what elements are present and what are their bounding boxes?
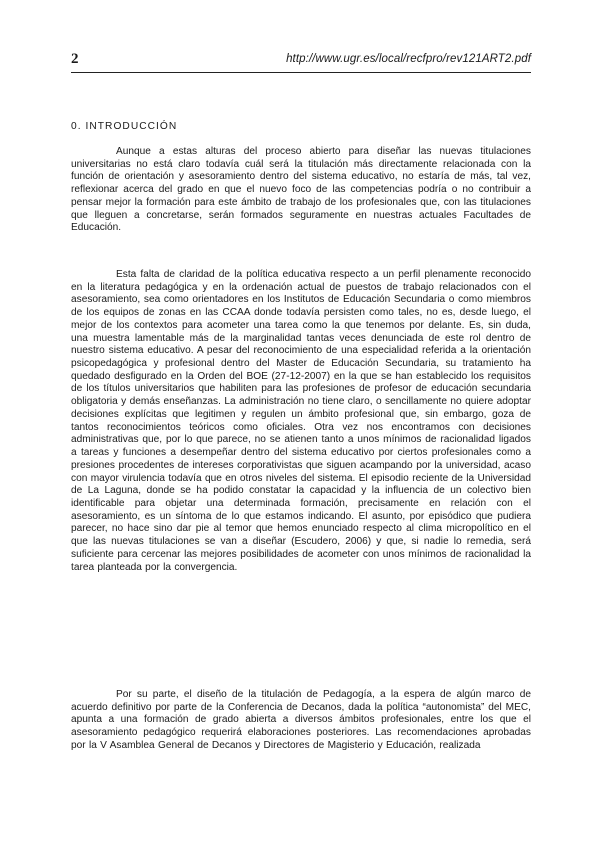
- paragraph-1: Aunque a estas alturas del proceso abierto para diseñar las nuevas titulaciones universitarias no está claro todavía cuál será la titulación más directamente relacionada con la función de orientación y asesoramiento dentro del sistema educativo, no estaría de más, tal vez, reflexionar acerca del grado en que el nuevo foco de las competencias podría o no contribuir a pensar mejor la formación para este ámbito de trabajo de los profesionales que, con las titulaciones que lleguen a concretarse, serán formados seguramente en nuestras actuales Facultades de Educación.: [71, 146, 531, 234]
- page-header: [71, 50, 531, 73]
- paragraph-3: Por su parte, el diseño de la titulación de Pedagogía, a la espera de algún marco de acuerdo definitivo por parte de la Conferencia de Decanos, dada la política “autonomista” del MEC, apunta a una formación de grado abierta a diversos ámbitos profesionales, entre los que el asesoramiento pedagógico requerirá elaboraciones posteriores. Las recomendaciones aprobadas por la V Asamblea General de Decanos y Directores de Magisterio y Educación, realizada: [71, 689, 531, 751]
- header-url: http://www.ugr.es/local/recfpro/rev121ART2.pdf: [286, 53, 531, 65]
- section-heading: 0. INTRODUCCIÓN: [71, 121, 178, 132]
- page-number: 2: [71, 51, 79, 67]
- paragraph-2: Esta falta de claridad de la política educativa respecto a un perfil plenamente reconocido en la literatura pedagógica y en la ordenación actual de puestos de trabajo relacionados con el asesoramiento, sea como orientadores en los Institutos de Educación Secundaria o como miembros de los equipos de zonas en las CCAA donde todavía persisten como tales, no es, desde luego, el mejor de los contextos para acometer una tarea como la que tenemos por delante. Es, sin duda, una muestra lamentable más de la marginalidad tantas veces denunciada de este rol dentro de nuestro sistema educativo. A pesar del reconocimiento de una especialidad referida a la orientación psicopedagógica y profesional dentro del Master de Educación Secundaria, su tratamiento ha quedado desfigurado en la Orden del BOE (27-12-2007) en la que se han establecido los requisitos de los títulos universitarios que habiliten para las profesiones de profesor de educación secundaria obligatoria y demás enseñanzas. La administración no tiene claro, o sencillamente no quiere adoptar decisiones explícitas que legitimen y regulen un ámbito profesional que, sin embargo, goza de tantos reconocimientos teóricos como oficiales. Otra vez nos encontramos con decisiones administrativas que, por lo que parece, no se atienen tanto a unos mínimos de racionalidad ligados a tareas y funciones a desempeñar dentro del sistema educativo por ciertos profesionales como a presiones procedentes de intereses corporativistas que siguen acampando por la universidad, acaso con mayor virulencia todavía que en otros niveles del sistema. El episodio reciente de la Universidad de La Laguna, donde se ha podido constatar la capacidad y la influencia de un colectivo bien identificable para objetar una determinada formación, precisamente en relación con el asesoramiento, es un síntoma de lo que estamos indicando. El asunto, por episódico que pudiera parecer, no hace sino dar pie al temor que hemos enunciado respecto al clima micropolítico en el que las nuevas titulaciones se van a diseñar (Escudero, 2006) y que, si nadie lo remedia, será suficiente para cercenar las mejores posibilidades de acometer con unos mínimos de racionalidad la tarea planteada por la convergencia.: [71, 269, 531, 573]
